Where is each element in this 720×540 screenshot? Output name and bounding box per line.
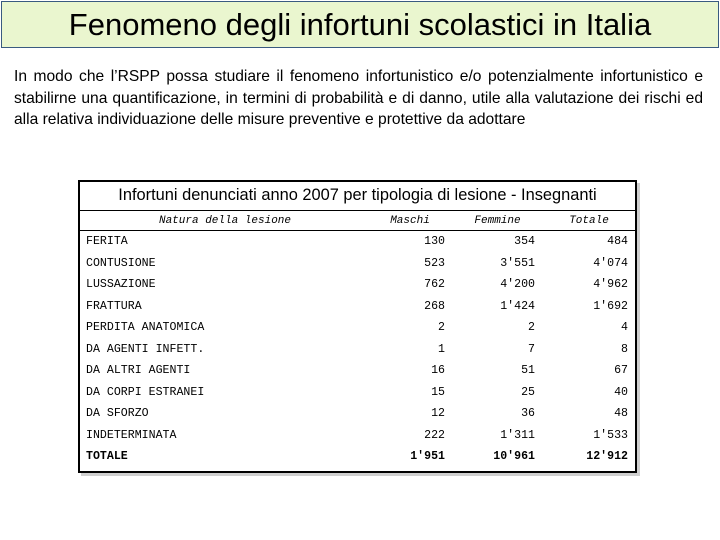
cell-femmine: 1'311	[500, 428, 535, 442]
cell-natura: LUSSAZIONE	[86, 278, 156, 291]
cell-maschi: 2	[438, 321, 445, 334]
cell-natura: FRATTURA	[86, 299, 142, 313]
cell-totale: 4'074	[593, 256, 628, 270]
cell-femmine: 3'551	[500, 256, 535, 270]
cell-maschi: 16	[431, 364, 445, 377]
cell-femmine: 2	[528, 321, 535, 334]
table-row	[80, 296, 635, 318]
cell-natura: DA CORPI ESTRANEI	[86, 385, 205, 399]
table-row	[80, 360, 635, 382]
cell-femmine: 1'424	[500, 299, 535, 313]
injury-table	[78, 180, 637, 473]
cell-totale: 12'912	[586, 450, 628, 463]
table-total-row	[80, 446, 635, 468]
intro-paragraph: In modo che l’RSPP possa studiare il fenomeno infortunistico e/o potenzialmente infortunistico e stabilirne una quantificazione, in termini di probabilità e di danno, utile alla valutazione dei rischi ed alla relativa individuazione delle misure preventive e protettive da adottare	[14, 68, 703, 128]
table-row	[80, 231, 635, 253]
cell-maschi: 222	[424, 428, 445, 442]
cell-femmine: 354	[514, 235, 535, 248]
table-row	[80, 253, 635, 275]
table-row	[80, 317, 635, 339]
cell-totale: 4'962	[593, 278, 628, 291]
cell-femmine: 4'200	[500, 278, 535, 291]
cell-natura: DA AGENTI INFETT.	[86, 342, 205, 356]
cell-natura: FERITA	[86, 235, 128, 248]
cell-maschi: 1	[438, 342, 445, 356]
table-row	[80, 339, 635, 361]
cell-maschi: 762	[424, 278, 445, 291]
cell-natura: INDETERMINATA	[86, 428, 177, 442]
cell-maschi: 15	[431, 385, 445, 399]
cell-maschi: 1'951	[410, 450, 445, 463]
header-femmine: Femmine	[474, 215, 521, 227]
table-row	[80, 403, 635, 425]
cell-femmine: 36	[521, 407, 535, 420]
cell-natura: CONTUSIONE	[86, 256, 156, 270]
cell-maschi: 268	[424, 299, 445, 313]
table-caption: Infortuni denunciati anno 2007 per tipologia di lesione - Insegnanti	[118, 186, 597, 204]
cell-totale: 48	[614, 407, 628, 420]
cell-natura: PERDITA ANATOMICA	[86, 321, 205, 334]
cell-femmine: 25	[521, 385, 535, 399]
cell-totale: 1'692	[593, 299, 628, 313]
cell-femmine: 7	[528, 342, 535, 356]
table-row	[80, 382, 635, 404]
cell-totale: 40	[614, 385, 628, 399]
cell-totale: 484	[607, 235, 628, 248]
cell-totale: 67	[614, 364, 628, 377]
cell-maschi: 130	[424, 235, 445, 248]
header-maschi: Maschi	[390, 215, 430, 227]
cell-femmine: 51	[521, 364, 535, 377]
caption-divider	[80, 210, 635, 211]
cell-maschi: 523	[424, 256, 445, 270]
cell-totale: 4	[621, 321, 628, 334]
page-title: Fenomeno degli infortuni scolastici in Italia	[68, 6, 652, 42]
cell-maschi: 12	[431, 407, 445, 420]
table-row	[80, 425, 635, 447]
table-row	[80, 274, 635, 296]
cell-femmine: 10'961	[493, 450, 535, 463]
cell-totale: 1'533	[593, 428, 628, 442]
cell-natura: TOTALE	[86, 450, 128, 463]
header-natura: Natura della lesione	[158, 215, 292, 227]
cell-natura: DA ALTRI AGENTI	[86, 364, 191, 377]
cell-totale: 8	[621, 342, 628, 356]
header-totale: Totale	[569, 215, 609, 227]
cell-natura: DA SFORZO	[86, 407, 149, 420]
title-bar	[1, 1, 719, 48]
